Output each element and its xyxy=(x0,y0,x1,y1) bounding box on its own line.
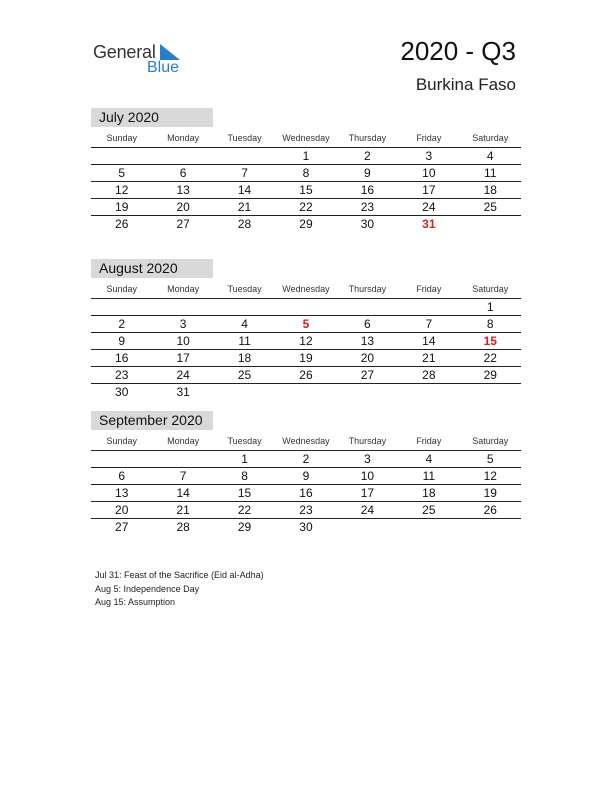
day-cell: 18 xyxy=(398,485,459,502)
week-row xyxy=(91,216,521,233)
country-name: Burkina Faso xyxy=(415,75,516,94)
weekday-header-row xyxy=(91,432,521,451)
day-cell: 1 xyxy=(275,148,336,165)
logo-general-text: General xyxy=(93,42,156,62)
day-cell: 22 xyxy=(214,502,275,519)
weekday-label: Thursday xyxy=(337,129,398,148)
day-cell: 23 xyxy=(275,502,336,519)
day-cell: 2 xyxy=(337,148,398,165)
day-cell: 10 xyxy=(152,333,213,350)
day-cell: 8 xyxy=(460,316,521,333)
day-cell: 30 xyxy=(115,385,129,399)
month-title: August 2020 xyxy=(91,259,213,278)
month-title: September 2020 xyxy=(91,411,213,430)
weekday-label: Friday xyxy=(398,129,459,148)
empty-day-cell xyxy=(152,148,213,165)
week-row xyxy=(91,148,521,165)
day-cell: 9 xyxy=(91,333,152,350)
weekday-label: Saturday xyxy=(460,280,521,299)
week-row xyxy=(91,333,521,350)
weekday-header-row xyxy=(91,280,521,299)
weekday-label: Saturday xyxy=(460,129,521,148)
weekday-label: Thursday xyxy=(337,280,398,299)
day-cell: 23 xyxy=(91,367,152,384)
day-cell: 19 xyxy=(91,199,152,216)
day-cell: 23 xyxy=(337,199,398,216)
day-cell: 24 xyxy=(337,502,398,519)
day-cell: 13 xyxy=(91,485,152,502)
day-cell: 21 xyxy=(152,502,213,519)
day-cell: 12 xyxy=(91,182,152,199)
empty-day-cell xyxy=(214,299,275,316)
week-row xyxy=(91,299,521,316)
day-cell: 21 xyxy=(214,199,275,216)
day-cell: 3 xyxy=(398,148,459,165)
week-row xyxy=(91,182,521,199)
day-cell: 3 xyxy=(337,451,398,468)
month-title: July 2020 xyxy=(91,108,213,127)
day-cell: 11 xyxy=(398,468,459,485)
day-cell: 20 xyxy=(91,502,152,519)
day-cell: 10 xyxy=(398,165,459,182)
weekday-label: Wednesday xyxy=(275,129,336,148)
day-cell: 13 xyxy=(337,333,398,350)
holiday-note: Aug 5: Independence Day xyxy=(95,583,200,594)
day-cell: 31 xyxy=(422,217,436,231)
day-cell: 12 xyxy=(275,333,336,350)
weekday-label: Monday xyxy=(152,280,213,299)
day-cell: 17 xyxy=(337,485,398,502)
day-cell: 19 xyxy=(275,350,336,367)
day-cell: 30 xyxy=(299,520,313,534)
day-cell: 6 xyxy=(91,468,152,485)
weekday-label: Tuesday xyxy=(214,432,275,451)
empty-day-cell xyxy=(214,384,275,401)
empty-day-cell xyxy=(337,299,398,316)
day-cell: 27 xyxy=(115,520,129,534)
day-cell: 24 xyxy=(152,367,213,384)
calendar-grid xyxy=(91,432,521,535)
day-cell: 14 xyxy=(214,182,275,199)
day-cell: 29 xyxy=(299,217,313,231)
weekday-header-row xyxy=(91,129,521,148)
holiday-notes xyxy=(95,569,264,610)
holiday-note: Aug 15: Assumption xyxy=(95,597,176,607)
empty-day-cell xyxy=(460,519,521,536)
empty-day-cell xyxy=(275,384,336,401)
day-cell: 4 xyxy=(214,316,275,333)
empty-day-cell xyxy=(91,451,152,468)
day-cell: 1 xyxy=(214,451,275,468)
empty-day-cell xyxy=(460,384,521,401)
weekday-label: Friday xyxy=(398,432,459,451)
logo-blue-text: Blue xyxy=(147,59,180,76)
day-cell: 28 xyxy=(237,217,252,231)
day-cell: 10 xyxy=(337,468,398,485)
day-cell: 25 xyxy=(460,199,521,216)
week-row xyxy=(91,451,521,468)
day-cell: 18 xyxy=(460,182,521,199)
empty-day-cell xyxy=(337,519,398,536)
day-cell: 29 xyxy=(460,367,521,384)
day-cell: 31 xyxy=(176,385,190,399)
empty-day-cell xyxy=(91,148,152,165)
day-cell: 28 xyxy=(398,367,459,384)
weekday-label: Wednesday xyxy=(275,432,336,451)
weekday-label: Sunday xyxy=(91,280,152,299)
day-cell: 28 xyxy=(176,520,190,534)
week-row xyxy=(91,502,521,519)
day-cell: 25 xyxy=(214,367,275,384)
day-cell: 26 xyxy=(115,217,129,231)
weekday-label: Thursday xyxy=(337,432,398,451)
empty-day-cell xyxy=(398,384,459,401)
month-july xyxy=(91,108,521,232)
week-row xyxy=(91,316,521,333)
day-cell: 29 xyxy=(237,520,252,534)
day-cell: 27 xyxy=(176,217,190,231)
day-cell: 8 xyxy=(275,165,336,182)
holiday-note: Jul 31: Feast of the Sacrifice (Eid al-Adha) xyxy=(95,570,264,580)
day-cell: 24 xyxy=(398,199,459,216)
weekday-label: Sunday xyxy=(91,432,152,451)
day-cell: 3 xyxy=(152,316,213,333)
weekday-label: Saturday xyxy=(460,432,521,451)
page-title: 2020 - Q3 xyxy=(400,36,516,66)
month-august xyxy=(91,259,521,400)
day-cell: 5 xyxy=(275,316,336,333)
day-cell: 2 xyxy=(91,316,152,333)
calendar-grid xyxy=(91,129,521,232)
week-row xyxy=(91,519,521,536)
weekday-label: Tuesday xyxy=(214,129,275,148)
day-cell: 7 xyxy=(152,468,213,485)
week-row xyxy=(91,367,521,384)
day-cell: 26 xyxy=(275,367,336,384)
day-cell: 25 xyxy=(398,502,459,519)
week-row xyxy=(91,384,521,401)
day-cell: 16 xyxy=(337,182,398,199)
weekday-label: Monday xyxy=(152,432,213,451)
week-row xyxy=(91,350,521,367)
day-cell: 16 xyxy=(275,485,336,502)
day-cell: 15 xyxy=(275,182,336,199)
week-row xyxy=(91,468,521,485)
month-september xyxy=(91,411,521,535)
day-cell: 4 xyxy=(460,148,521,165)
empty-day-cell xyxy=(152,299,213,316)
weekday-label: Sunday xyxy=(91,129,152,148)
calendar-grid xyxy=(91,280,521,400)
day-cell: 20 xyxy=(337,350,398,367)
day-cell: 9 xyxy=(337,165,398,182)
day-cell: 5 xyxy=(91,165,152,182)
week-row xyxy=(91,165,521,182)
day-cell: 18 xyxy=(214,350,275,367)
day-cell: 6 xyxy=(152,165,213,182)
logo xyxy=(93,40,193,80)
day-cell: 11 xyxy=(460,165,521,182)
day-cell: 14 xyxy=(152,485,213,502)
empty-day-cell xyxy=(91,299,152,316)
day-cell: 22 xyxy=(275,199,336,216)
weekday-label: Tuesday xyxy=(214,280,275,299)
day-cell: 15 xyxy=(214,485,275,502)
day-cell: 26 xyxy=(460,502,521,519)
day-cell: 1 xyxy=(460,299,521,316)
weekday-label: Wednesday xyxy=(275,280,336,299)
day-cell: 9 xyxy=(275,468,336,485)
day-cell: 22 xyxy=(460,350,521,367)
empty-day-cell xyxy=(152,451,213,468)
day-cell: 7 xyxy=(398,316,459,333)
day-cell: 6 xyxy=(337,316,398,333)
day-cell: 13 xyxy=(152,182,213,199)
empty-day-cell xyxy=(337,384,398,401)
day-cell: 11 xyxy=(214,333,275,350)
day-cell: 21 xyxy=(398,350,459,367)
weekday-label: Friday xyxy=(398,280,459,299)
week-row xyxy=(91,199,521,216)
day-cell: 12 xyxy=(460,468,521,485)
day-cell: 8 xyxy=(214,468,275,485)
empty-day-cell xyxy=(275,299,336,316)
day-cell: 4 xyxy=(398,451,459,468)
empty-day-cell xyxy=(460,216,521,233)
day-cell: 17 xyxy=(152,350,213,367)
day-cell: 15 xyxy=(460,333,521,350)
day-cell: 20 xyxy=(152,199,213,216)
day-cell: 27 xyxy=(337,367,398,384)
day-cell: 19 xyxy=(460,485,521,502)
empty-day-cell xyxy=(398,299,459,316)
day-cell: 16 xyxy=(91,350,152,367)
day-cell: 14 xyxy=(398,333,459,350)
day-cell: 7 xyxy=(214,165,275,182)
week-row xyxy=(91,485,521,502)
day-cell: 2 xyxy=(275,451,336,468)
day-cell: 5 xyxy=(460,451,521,468)
weekday-label: Monday xyxy=(152,129,213,148)
day-cell: 17 xyxy=(398,182,459,199)
empty-day-cell xyxy=(214,148,275,165)
day-cell: 30 xyxy=(360,217,375,231)
empty-day-cell xyxy=(398,519,459,536)
